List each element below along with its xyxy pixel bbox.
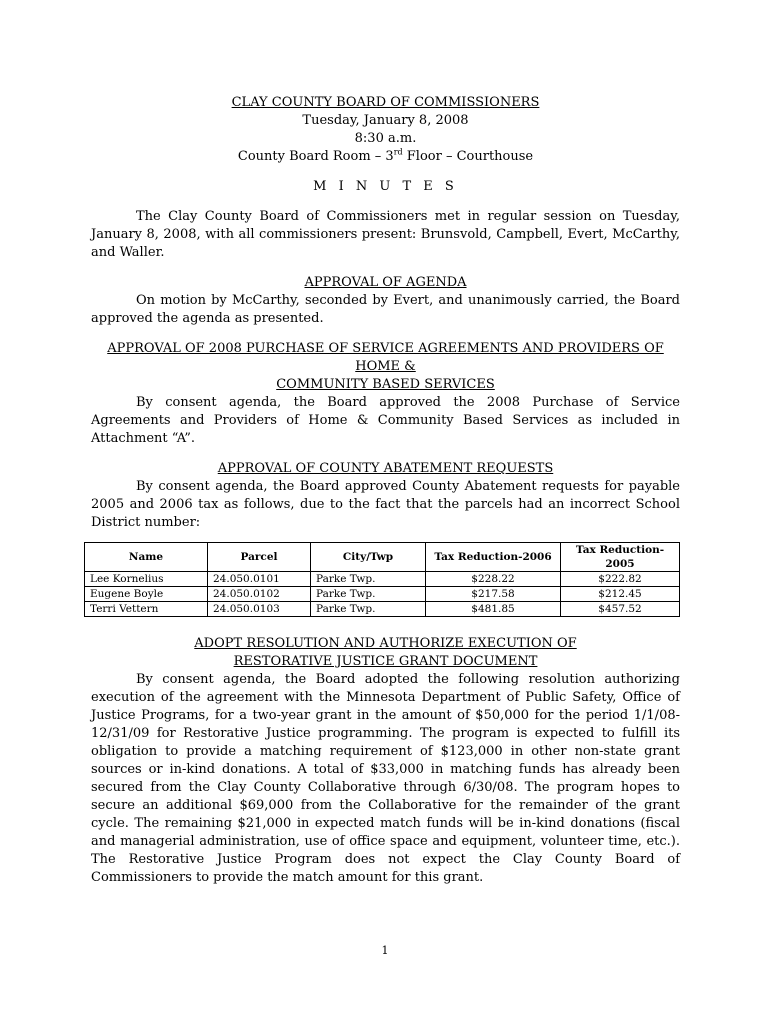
cell-tax-2006: $481.85 [426,602,561,617]
cell-parcel: 24.050.0101 [208,572,311,587]
cell-name: Lee Kornelius [85,572,208,587]
col-header-tax-2005: Tax Reduction-2005 [561,543,680,572]
meeting-time: 8:30 a.m. [354,131,417,146]
section-heading-restorative [91,635,680,671]
document-header [91,94,680,166]
abatement-table [84,542,680,617]
purchase-heading-line2: COMMUNITY BASED SERVICES [276,377,495,392]
restorative-paragraph: By consent agenda, the Board adopted the following resolution authorizing execution of the agreement with the Minnesota Department of Public Safety, Office of Justice Programs, for a two-year grant in the amount of $50,000 for the period 1/1/08-12/31/09 for Restorative Justice programming. The program is expected to fulfill its obligation to provide a matching requirement of $123,000 in other non-state grant sources or in-kind donations. A total of $33,000 in matching funds has already been secured from the Clay County Collaborative through 6/30/08. The program hopes to secure an additional $69,000 from the Collaborative for the remainder of the grant cycle. The remaining $21,000 in expected match funds will be in-kind donations (fiscal and managerial administration, use of office space and equipment, volunteer time, etc.). The Restorative Justice Program does not expect the Clay County Board of Commissioners to provide the match amount for this grant. [91,672,680,885]
meeting-date: Tuesday, January 8, 2008 [302,113,469,128]
col-header-tax-2006: Tax Reduction-2006 [426,543,561,572]
restorative-heading-line1: ADOPT RESOLUTION AND AUTHORIZE EXECUTION OF [194,636,577,651]
cell-city: Parke Twp. [311,572,426,587]
page-number: 1 [381,944,389,957]
table-row [85,602,680,617]
col-header-name: Name [85,543,208,572]
cell-tax-2005: $457.52 [561,602,680,617]
minutes-title: M I N U T E S [313,179,458,194]
cell-tax-2005: $212.45 [561,587,680,602]
cell-tax-2005: $222.82 [561,572,680,587]
purchase-paragraph: By consent agenda, the Board approved the 2008 Purchase of Service Agreements and Providers of Home & Community Based Services as included in Attachment “A”. [91,395,680,446]
document-page [91,94,680,887]
location-superscript: rd [393,147,403,157]
table-header-row [85,543,680,572]
location-text-pre: County Board Room – 3 [237,149,394,164]
cell-tax-2006: $228.22 [426,572,561,587]
location-text-post: Floor – Courthouse [402,149,534,164]
meeting-location [91,148,680,166]
agenda-paragraph: On motion by McCarthy, seconded by Evert, and unanimously carried, the Board approved the agenda as presented. [91,293,680,326]
intro-paragraph: The Clay County Board of Commissioners met in regular session on Tuesday, January 8, 2008, with all commissioners present: Brunsvold, Campbell, Evert, McCarthy, and Waller. [91,209,680,260]
section-heading-abatement: APPROVAL OF COUNTY ABATEMENT REQUESTS [217,461,554,476]
table-row [85,572,680,587]
cell-parcel: 24.050.0102 [208,587,311,602]
section-heading-purchase [91,340,680,394]
col-header-city: City/Twp [311,543,426,572]
cell-tax-2006: $217.58 [426,587,561,602]
cell-parcel: 24.050.0103 [208,602,311,617]
purchase-heading-line1: APPROVAL OF 2008 PURCHASE OF SERVICE AGREEMENTS AND PROVIDERS OF HOME & [107,341,664,374]
table-row [85,587,680,602]
col-header-parcel: Parcel [208,543,311,572]
cell-name: Terri Vettern [85,602,208,617]
cell-city: Parke Twp. [311,587,426,602]
section-heading-agenda: APPROVAL OF AGENDA [304,275,467,290]
restorative-heading-line2: RESTORATIVE JUSTICE GRANT DOCUMENT [233,654,538,669]
cell-city: Parke Twp. [311,602,426,617]
board-title: CLAY COUNTY BOARD OF COMMISSIONERS [231,95,540,110]
abatement-paragraph: By consent agenda, the Board approved County Abatement requests for payable 2005 and 2006 tax as follows, due to the fact that the parcels had an incorrect School District number: [91,479,680,530]
cell-name: Eugene Boyle [85,587,208,602]
